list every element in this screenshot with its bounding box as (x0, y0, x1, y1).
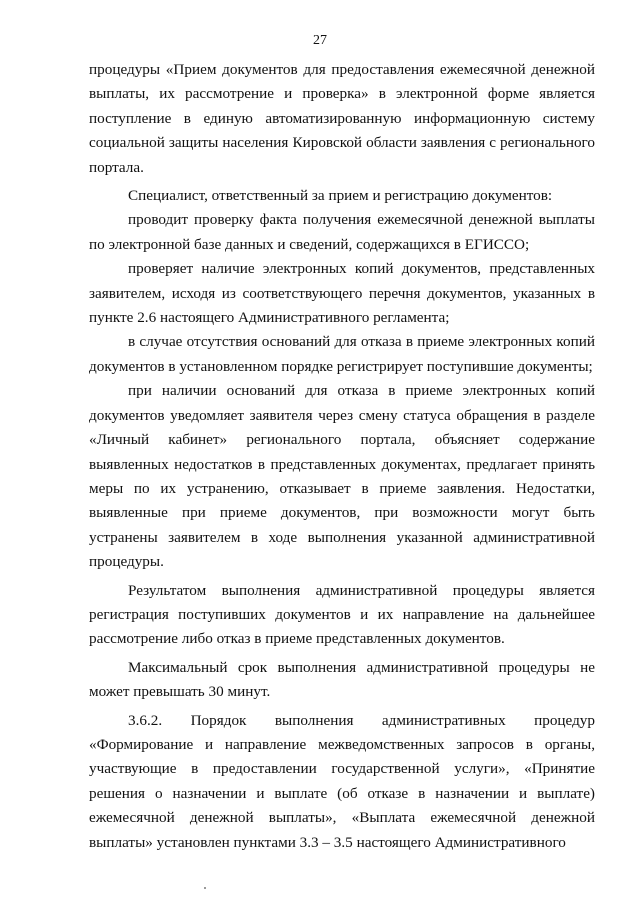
paragraph-section-3-6-2: 3.6.2. Порядок выполнения административных процедур «Формирование и направление межведомственных запросов в органы, участвующие в предоставлении государственной услуги», «Принятие решения о назначении и выплате (об отказе в назначении и выплате) ежемесячной денежной выплаты», «Выплата ежемесячной денежной выплаты» установлен пунктами 3.3 – 3.5 настоящего Административного (89, 711, 595, 851)
paragraph-notify-applicant: при наличии оснований для отказа в приеме электронных копий документов уведомляет заявителя через смену статуса обращения в разделе «Личный кабинет» регионального портала, объясняет содержание выявленных недостатков в представленных документах, предлагает принять меры по их устранению, отказывает в приеме заявления. Недостатки, выявленные при приеме документов, при возможности могут быть устранены заявителем в ходе выполнения указанной административной процедуры. (89, 382, 595, 571)
paragraph-register-documents: в случае отсутствия оснований для отказа в приеме электронных копий документов в установленном порядке регистрирует поступившие документы; (89, 333, 595, 375)
paragraph-continuation: процедуры «Прием документов для предоставления ежемесячной денежной выплаты, их рассмотрение и проверка» в электронной форме является поступление в единую автоматизированную информационную систему социальной защиты населения Кировской области заявления с регионального портала. (89, 61, 595, 176)
paragraph-max-time: Максимальный срок выполнения административной процедуры не может превышать 30 минут. (89, 658, 595, 701)
page-number: 27 (313, 33, 327, 48)
paragraph-check-copies: проверяет наличие электронных копий документов, представленных заявителем, исходя из соответствующего перечня документов, указанных в пункте 2.6 настоящего Административного регламента; (89, 260, 595, 327)
document-body (89, 58, 595, 855)
scan-speck (204, 887, 206, 889)
paragraph-specialist-intro: Специалист, ответственный за прием и регистрацию документов: (128, 187, 553, 205)
paragraph-result: Результатом выполнения административной процедуры является регистрация поступивших документов и их направление на дальнейшее рассмотрение либо отказ в приеме представленных документов. (89, 581, 595, 648)
paragraph-check-egisso: проводит проверку факта получения ежемесячной денежной выплаты по электронной базе данных и сведений, содержащихся в ЕГИССО; (89, 211, 595, 253)
